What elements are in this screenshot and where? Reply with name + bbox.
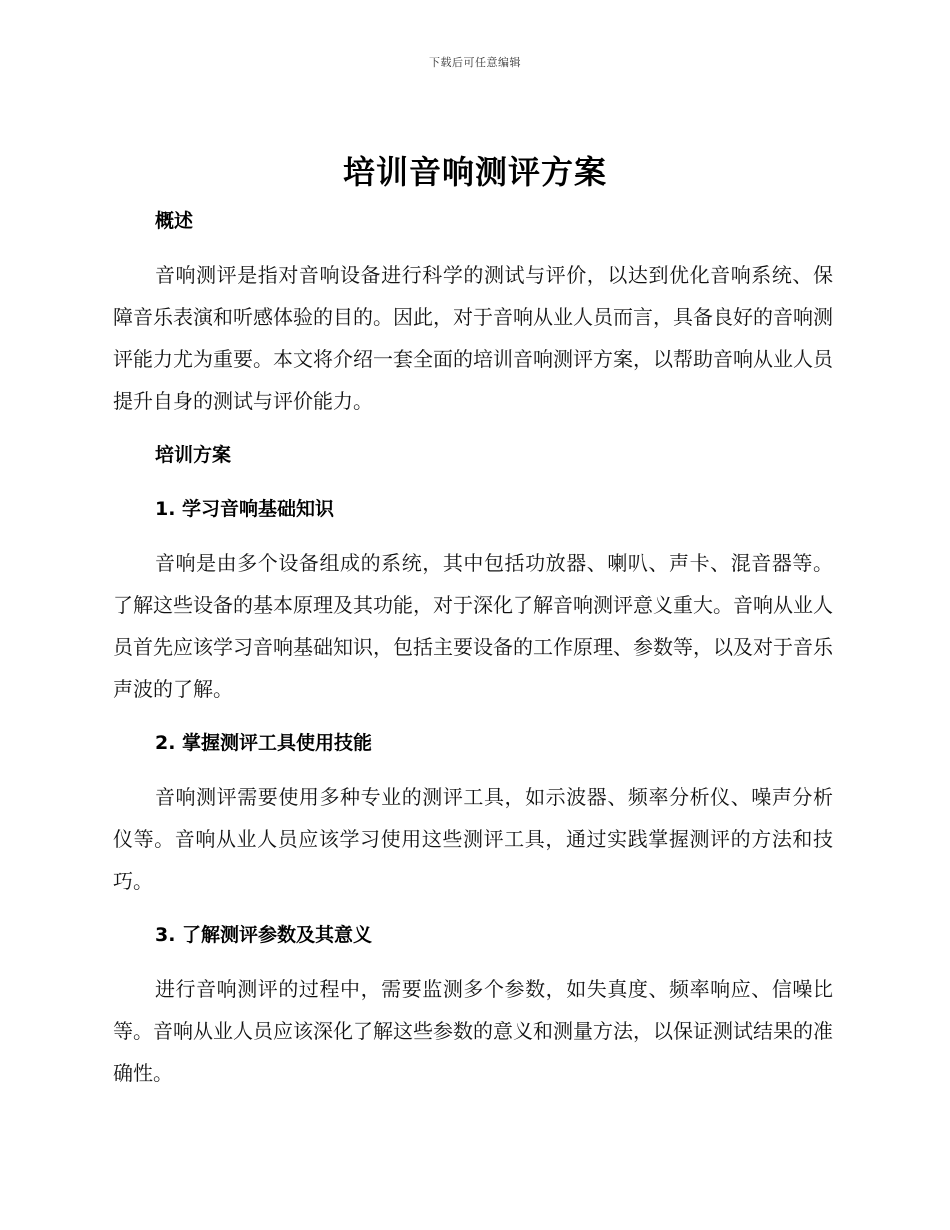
document-body — [113, 200, 833, 1094]
document-title: 培训音响测评方案 — [342, 153, 607, 191]
training-heading: 培训方案 — [155, 444, 232, 466]
overview-heading: 概述 — [155, 210, 194, 232]
header-note: 下载后可任意编辑 — [429, 56, 521, 69]
section-paragraph-1: 音响是由多个设备组成的系统，其中包括功放器、喇叭、声卡、混音器等。了解这些设备的基本原理及其功能，对于深化了解音响测评意义重大。音响从业人员首先应该学习音响基础知识，包括主要设备的工作原理、参数等，以及对于音乐声波的了解。 — [113, 551, 833, 701]
section-heading-3: 3. 了解测评参数及其意义 — [155, 924, 373, 946]
section-heading-2: 2. 掌握测评工具使用技能 — [155, 732, 373, 754]
section-paragraph-3: 进行音响测评的过程中，需要监测多个参数，如失真度、频率响应、信噪比等。音响从业人员应该深化了解这些参数的意义和测量方法，以保证测试结果的准确性。 — [113, 977, 833, 1085]
section-heading-1: 1. 学习音响基础知识 — [155, 498, 335, 520]
section-paragraph-2: 音响测评需要使用多种专业的测评工具，如示波器、频率分析仪、噪声分析仪等。音响从业人员应该学习使用这些测评工具，通过实践掌握测评的方法和技巧。 — [113, 785, 833, 893]
overview-paragraph: 音响测评是指对音响设备进行科学的测试与评价，以达到优化音响系统、保障音乐表演和听感体验的目的。因此，对于音响从业人员而言，具备良好的音响测评能力尤为重要。本文将介绍一套全面的培训音响测评方案，以帮助音响从业人员提升自身的测试与评价能力。 — [113, 263, 833, 413]
